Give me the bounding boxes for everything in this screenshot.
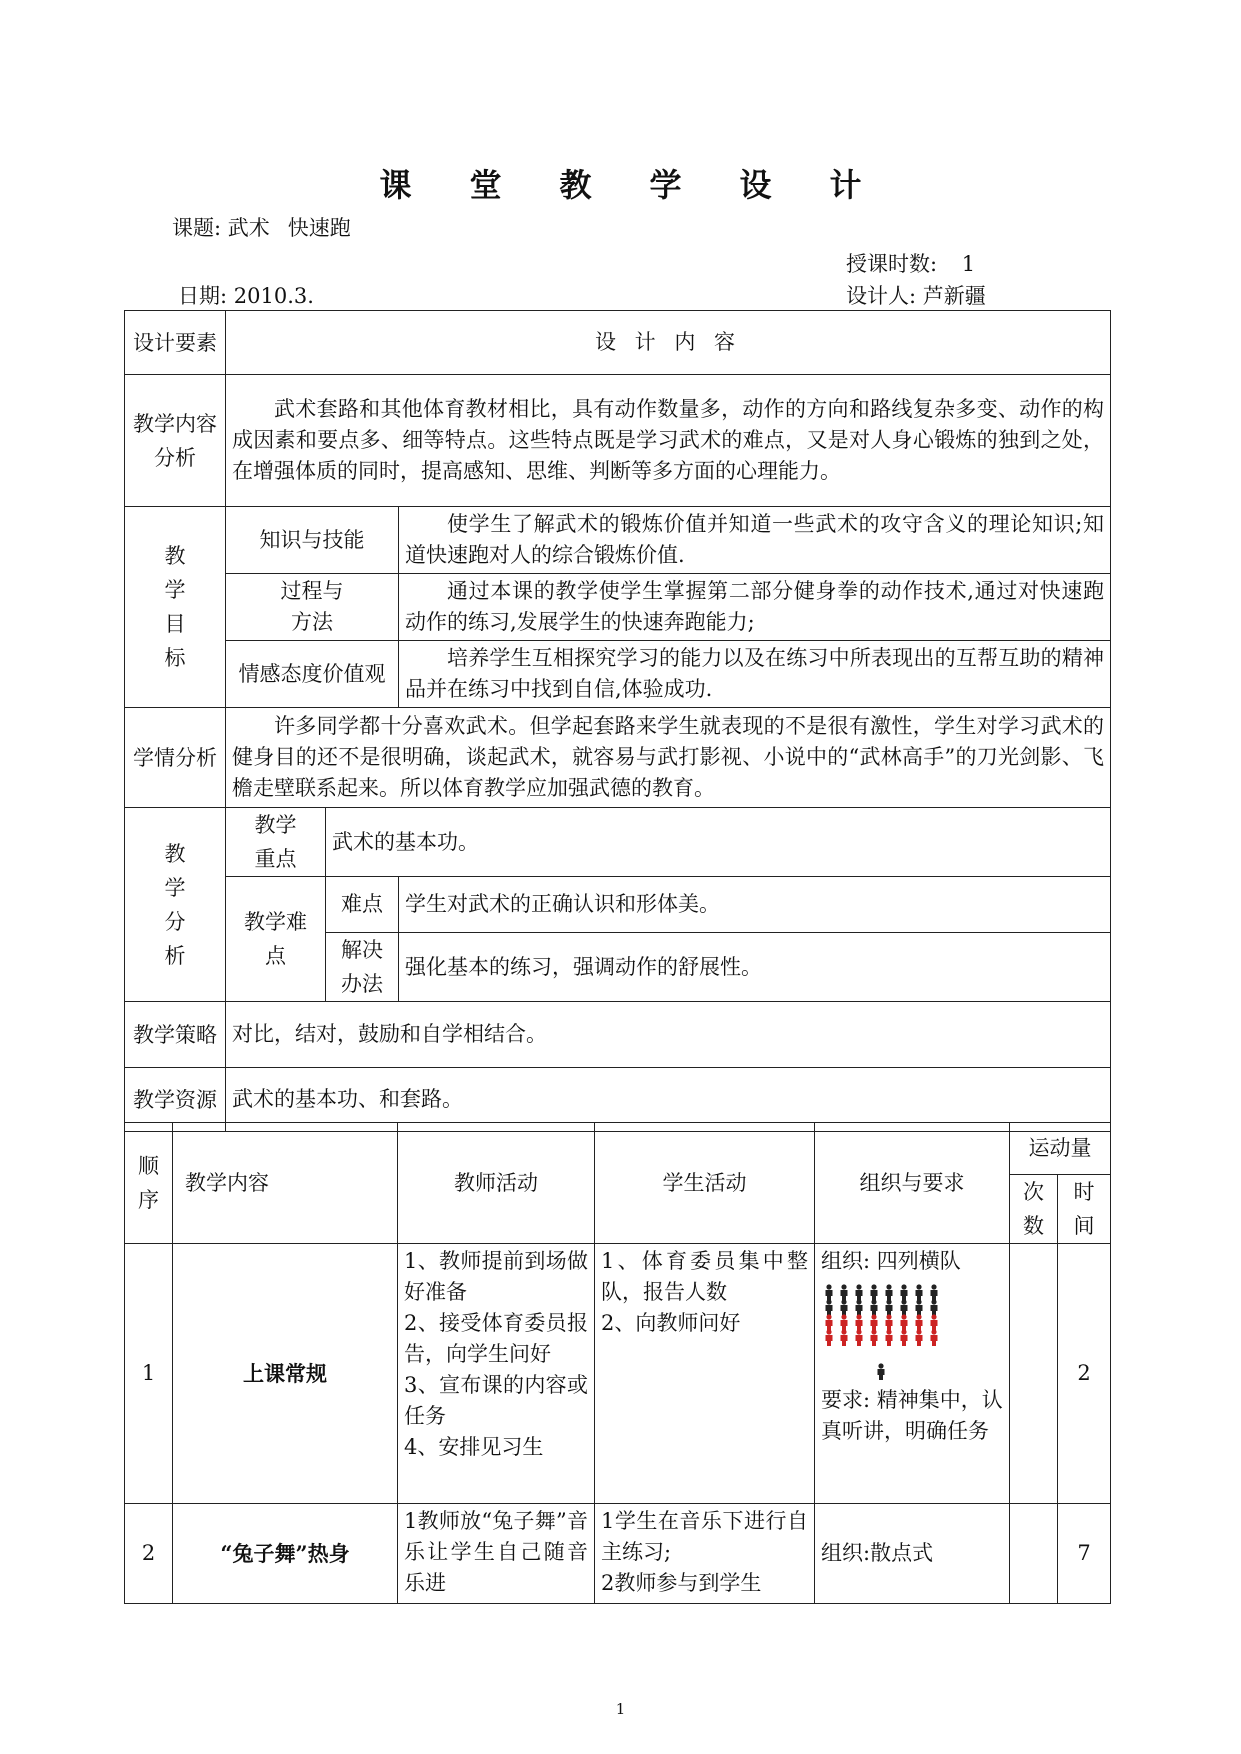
row-org [815,1244,1010,1504]
student-figure-icon [931,1314,938,1331]
designer-value: 芦新疆 [922,284,986,308]
student-figure-icon [931,1299,938,1316]
student-figure-icon [901,1329,908,1346]
designer-line [846,280,986,310]
student-figure-icon [931,1284,938,1301]
row-time: 2 [1058,1244,1111,1504]
hours-label: 授课时数: [846,252,938,276]
row-teacher: 1、教师提前到场做好准备 2、接受体育委员报告，向学生问好 3、宣布课的内容或任务 4、安排见习生 [398,1244,595,1504]
topic-value: 武术 [227,216,270,240]
student-figure-icon [871,1329,878,1346]
header-design-elements: 设计要素 [125,311,226,375]
student-figure-icon [841,1329,848,1346]
content-analysis-label: 教学内容分析 [125,375,226,507]
student-figure-icon [871,1284,878,1301]
difficulty-text: 学生对武术的正确认识和形体美。 [399,877,1111,933]
teacher-figure-icon [878,1363,885,1380]
content-analysis-text: 武术套路和其他体育教材相比，具有动作数量多，动作的方向和路线复杂多变、动作的构成因素和要点多、细等特点。这些特点既是学习武术的难点，又是对人身心锻炼的独到之处，在增强体质的同时，提高感知、思维、判断等多方面的心理能力。 [226,375,1111,507]
student-figure-icon [916,1284,923,1301]
student-figure-icon [826,1284,833,1301]
student-figure-icon [856,1299,863,1316]
difficulty-label: 难点 [326,877,399,933]
student-figure-icon [886,1284,893,1301]
hours-value: 1 [961,252,976,276]
header-student: 学生活动 [595,1123,815,1244]
student-analysis-label: 学情分析 [125,708,226,808]
table-row [125,1244,1111,1504]
student-figure-icon [931,1329,938,1346]
header-design-content: 设 计 内 容 [226,311,1111,375]
teaching-analysis-label: 教学分析 [125,808,226,1002]
designer-label: 设计人: [846,284,917,308]
solution-text: 强化基本的练习，强调动作的舒展性。 [399,933,1111,1002]
goals-label: 教学目标 [125,507,226,708]
student-figure-icon [901,1299,908,1316]
resource-label: 教学资源 [125,1068,226,1132]
solution-label: 解决办法 [326,933,399,1002]
goal-text-process: 通过本课的教学使学生掌握第二部分健身拳的动作技术,通过对快速跑动作的练习,发展学生的快速奔跑能力; [399,574,1111,641]
org-title: 组织: 四列横队 [821,1249,961,1273]
student-figure-icon [871,1299,878,1316]
hours-line [846,248,975,278]
procedure-table [124,1122,1111,1604]
strategy-label: 教学策略 [125,1002,226,1068]
student-figure-icon [841,1314,848,1331]
row-time: 7 [1058,1504,1111,1604]
student-analysis-text: 许多同学都十分喜欢武术。但学起套路来学生就表现的不是很有激性，学生对学习武术的健身目的还不是很明确，谈起武术，就容易与武打影视、小说中的“武林高手”的刀光剑影、飞檐走壁联系起来。所以体育教学应加强武德的教育。 [226,708,1111,808]
row-count [1010,1244,1058,1504]
student-figure-icon [856,1284,863,1301]
student-figure-icon [901,1314,908,1331]
student-figure-icon [871,1314,878,1331]
row-content: 上课常规 [173,1244,398,1504]
key-point-label: 教学重点 [226,808,326,877]
topic-value-2: 快速跑 [287,216,351,240]
topic-line [172,212,351,242]
row-org: 组织:散点式 [815,1504,1010,1604]
strategy-text: 对比，结对，鼓励和自学相结合。 [226,1002,1111,1068]
student-figure-icon [826,1299,833,1316]
difficulty-group-label: 教学难点 [226,877,326,1002]
header-content: 教学内容 [173,1123,398,1244]
resource-text: 武术的基本功、和套路。 [226,1068,1111,1132]
row-student: 1学生在音乐下进行自主练习; 2教师参与到学生 [595,1504,815,1604]
date-value: 2010.3. [233,284,314,308]
org-requirement: 要求: 精神集中，认真听讲，明确任务 [821,1388,1003,1443]
header-teacher: 教师活动 [398,1123,595,1244]
row-teacher: 1教师放“兔子舞”音乐让学生自己随音乐进 [398,1504,595,1604]
key-point-text: 武术的基本功。 [326,808,1111,877]
goal-label-process: 过程与方法 [226,574,399,641]
student-figure-icon [841,1284,848,1301]
row-order: 1 [125,1244,173,1504]
header-time: 时间 [1058,1175,1111,1244]
date-label: 日期: [178,284,228,308]
student-figure-icon [886,1299,893,1316]
goal-label-knowledge: 知识与技能 [226,507,399,574]
row-student: 1、体育委员集中整队，报告人数 2、向教师问好 [595,1244,815,1504]
topic-label: 课题: [172,216,222,240]
student-figure-icon [856,1329,863,1346]
goal-text-knowledge: 使学生了解武术的锻炼价值并知道一些武术的攻守含义的理论知识;知道快速跑对人的综合锻炼价值. [399,507,1111,574]
date-line [178,280,314,310]
design-table [124,310,1111,1132]
goal-label-attitude: 情感态度价值观 [226,641,399,708]
header-org: 组织与要求 [815,1123,1010,1244]
student-figure-icon [901,1284,908,1301]
student-figure-icon [916,1329,923,1346]
student-figure-icon [916,1299,923,1316]
student-figure-icon [826,1329,833,1346]
student-figure-icon [826,1314,833,1331]
goal-text-attitude: 培养学生互相探究学习的能力以及在练习中所表现出的互帮互助的精神品并在练习中找到自信,体验成功. [399,641,1111,708]
row-count [1010,1504,1058,1604]
row-order: 2 [125,1504,173,1604]
formation-diagram [821,1281,981,1381]
header-order: 顺序 [125,1123,173,1244]
student-figure-icon [886,1314,893,1331]
table-row [125,1504,1111,1604]
student-figure-icon [886,1329,893,1346]
student-figure-icon [841,1299,848,1316]
page-number: 1 [615,1700,626,1718]
page-title: 课堂教学设计 [379,166,920,204]
row-content: “兔子舞”热身 [173,1504,398,1604]
student-figure-icon [916,1314,923,1331]
header-load: 运动量 [1010,1123,1111,1175]
student-figure-icon [856,1314,863,1331]
header-count: 次数 [1010,1175,1058,1244]
